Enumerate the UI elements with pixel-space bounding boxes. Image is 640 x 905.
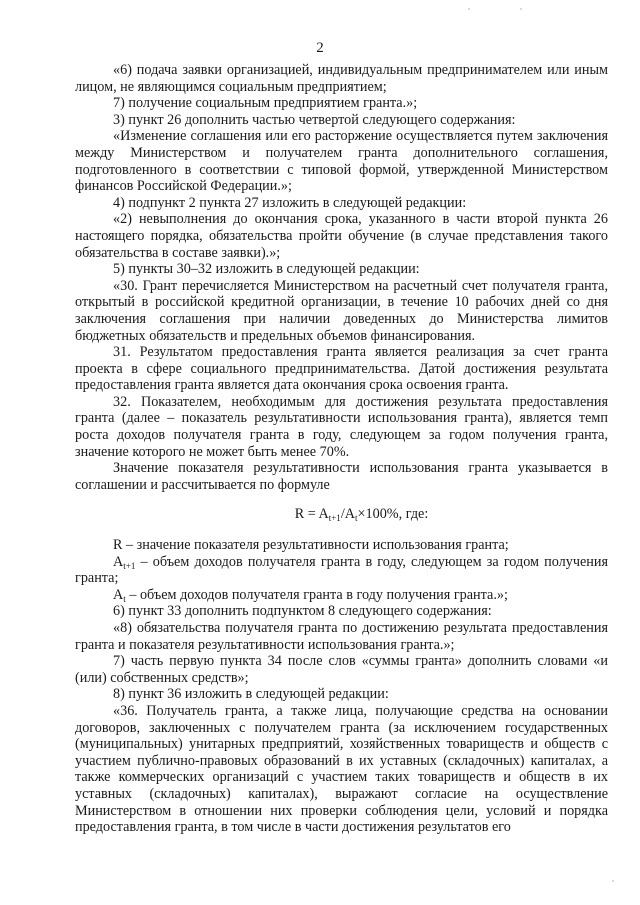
paragraph: 31. Результатом предоставления гранта является реализация за счет гранта проекта в сфере социального предпринимательства. Датой достижения результата предоставления гранта является дата окончания срока освоения гранта. <box>75 344 608 394</box>
paragraph: 3) пункт 26 дополнить частью четвертой следующего содержания: <box>113 111 516 128</box>
paragraph: 32. Показателем, необходимым для достижения результата предоставления гранта (далее – показатель результативности использования гранта), является темп роста доходов получателя гранта в году, следующем за годом получения гранта, значение которого не может быть менее 70%. <box>75 393 608 460</box>
paragraph: Значение показателя результативности использования гранта указывается в соглашении и рассчитывается по формуле <box>75 460 608 493</box>
paragraph: «6) подача заявки организацией, индивидуальным предпринимателем или иным лицом, не являющимся социальным предприятием; <box>75 62 608 95</box>
paragraph: «Изменение соглашения или его расторжение осуществляется путем заключения между Министерством и получателем гранта дополнительного соглашения, подготовленного в соответствии с типовой формой, утвержденной Министерством финансов Российской Федерации.»; <box>75 128 608 195</box>
paragraph: 5) пункты 30–32 изложить в следующей редакции: <box>113 261 420 278</box>
definition-a-t: $A_t$ – объем доходов получателя гранта в году получения гранта.»; <box>113 586 508 604</box>
formula-mid: /A <box>340 506 355 523</box>
definition-a-t-plus-1: $A_{t+1}$ – объем доходов получателя гранта в году, следующем за годом получения гранта; <box>75 553 608 587</box>
paragraph: «8) обязательства получателя гранта по достижению результата предоставления гранта и показателя результативности использования гранта.»; <box>75 620 608 653</box>
paragraph: «2) невыполнения до окончания срока, указанного в части второй пункта 26 настоящего порядка, обязательства пройти обучение (в случае представления такого обязательства в составе заявки).»; <box>75 211 608 261</box>
document-body <box>75 62 608 836</box>
formula-rhs: ×100%, где: <box>357 506 429 523</box>
definition-r: R – значение показателя результативности использования гранта; <box>113 537 509 554</box>
paragraph: 4) подпункт 2 пункта 27 изложить в следующей редакции: <box>113 194 467 211</box>
formula-lhs: R = A <box>294 506 329 523</box>
paragraph: 6) пункт 33 дополнить подпунктом 8 следующего содержания: <box>113 603 492 620</box>
paragraph: «30. Грант перечисляется Министерством на расчетный счет получателя гранта, открытый в российской кредитной организации, в течение 10 рабочих дней со дня заключения соглашения при наличии доведенных до Министерства лимитов бюджетных обязательств и предельных объемов финансирования. <box>75 277 608 344</box>
paragraph: «36. Получатель гранта, а также лица, получающие средства на основании договоров, заключенных с получателем гранта (за исключением государственных (муниципальных) унитарных предприятий, хозяйственных товариществ и обществ с участием публично-правовых образований в их уставных (складочных) капиталах, а также коммерческих организаций с участием таких товариществ и обществ в их уставных (складочных) капиталах), выражают согласие на осуществление Министерством в отношении них проверки соблюдения цели, условий и порядка предоставления гранта, в том числе в части достижения результатов его <box>75 702 608 836</box>
formula-sub-t: t <box>355 513 358 524</box>
scan-speck <box>520 8 522 10</box>
formula <box>75 506 608 523</box>
formula-sub-t-plus-1: t+1 <box>328 513 341 524</box>
scan-speck <box>468 8 470 10</box>
scan-speck <box>612 880 614 882</box>
paragraph: 7) часть первую пункта 34 после слов «суммы гранта» дополнить словами «и (или) собственных средств»; <box>75 653 608 686</box>
paragraph: 8) пункт 36 изложить в следующей редакции: <box>113 686 389 703</box>
paragraph: 7) получение социальным предприятием гранта.»; <box>113 95 418 112</box>
page-number: 2 <box>316 40 324 56</box>
